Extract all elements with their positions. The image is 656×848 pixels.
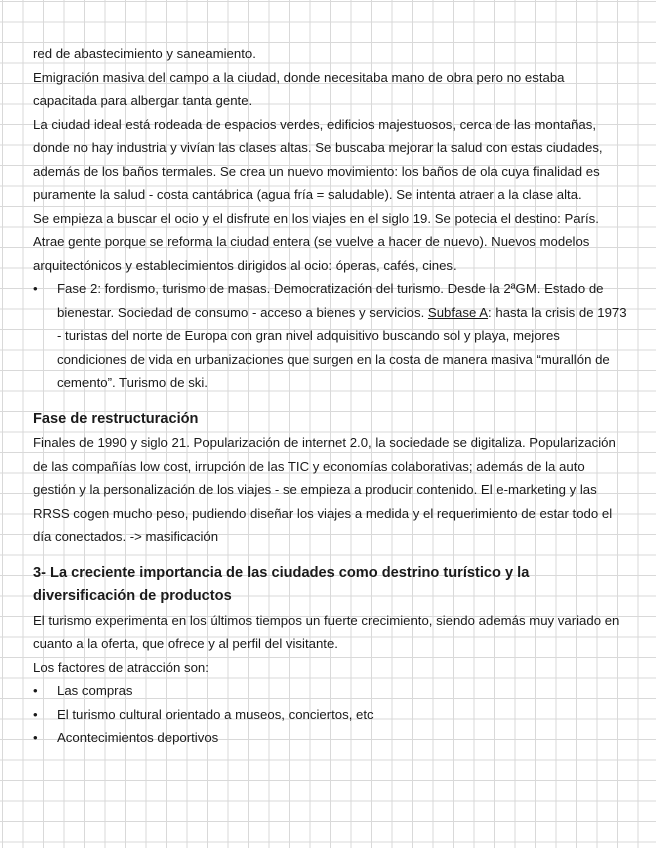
factors-list [33, 679, 629, 750]
fase-2-subfase-text: : hasta la crisis de 1973 - turistas del norte de Europa con gran nivel adquisitivo buscando sol y playa, mejores condiciones de vida en urbanizaciones que surgen en la costa de manera masiva “murallón de cemento”. Turismo de ski. [57, 304, 627, 390]
paragraph-sanitation: red de abastecimiento y saneamiento. [33, 46, 256, 61]
paragraph-factors-intro: Los factores de atracción son: [33, 659, 209, 675]
paragraph-emigration: Emigración masiva del campo a la ciudad, donde necesitaba mano de obra pero no estaba capacitada para albergar tanta gente. [33, 69, 565, 108]
list-item: • El turismo cultural orientado a museos, conciertos, etc [33, 703, 629, 727]
subfase-a-label: Subfase A [427, 304, 489, 320]
fase-2-text: Fase 2: fordismo, turismo de masas. Democratización del turismo. Desde la 2ªGM. Estado de bienestar. Sociedad de consumo - acceso a bienes y servicios. [57, 281, 604, 320]
phase-list [33, 277, 629, 395]
document-page [33, 42, 629, 750]
paragraph-restructuring: Finales de 1990 y siglo 21. Popularización de internet 2.0, la sociedade se digitaliza. Popularización de las compañías low cost, irrupción de las TIC y economías colaborativas; además de la auto gestión y la personalización de los viajes - se empieza a producir contenido. El e-marketing y las RRSS cogen mucho peso, pudiendo diseñar los viajes a medida y el requerimiento de estar todo el día conectados. -> masificación [33, 435, 616, 544]
list-item: • Las compras [33, 679, 629, 703]
paragraph-leisure: Se empieza a buscar el ocio y el disfrute en los viajes en el siglo 19. Se potecia el destino: París. Atrae gente porque se reforma la ciudad entera (se vuelve a hacer de nuevo). Nuevos modelos arquitectónicos y establecimientos dirigidos al ocio: óperas, cafés, cines. [33, 210, 599, 273]
paragraph-ideal-city: La ciudad ideal está rodeada de espacios verdes, edificios majestuosos, cerca de las montañas, donde no hay industria y vivían las clases altas. Se buscaba mejorar la salud con estas ciudades, además de los baños termales. Se crea un nuevo movimiento: los baños de ola cuya finalidad es puramente la salud - costa cantábrica (agua fría = saludable). Se intenta atraer a la clase alta. [33, 116, 603, 202]
spacer [33, 549, 629, 562]
spacer [33, 395, 629, 408]
heading-restructuring: Fase de restructuración [33, 410, 199, 427]
heading-section-3: 3- La creciente importancia de las ciudades como destrino turístico y la diversificación de productos [33, 564, 530, 604]
list-item-fase-2 [33, 277, 629, 395]
paragraph-growth: El turismo experimenta en los últimos tiempos un fuerte crecimiento, siendo además muy variado en cuanto a la oferta, que ofrece y al perfil del visitante. [33, 612, 620, 651]
list-item: • Acontecimientos deportivos [33, 726, 629, 750]
